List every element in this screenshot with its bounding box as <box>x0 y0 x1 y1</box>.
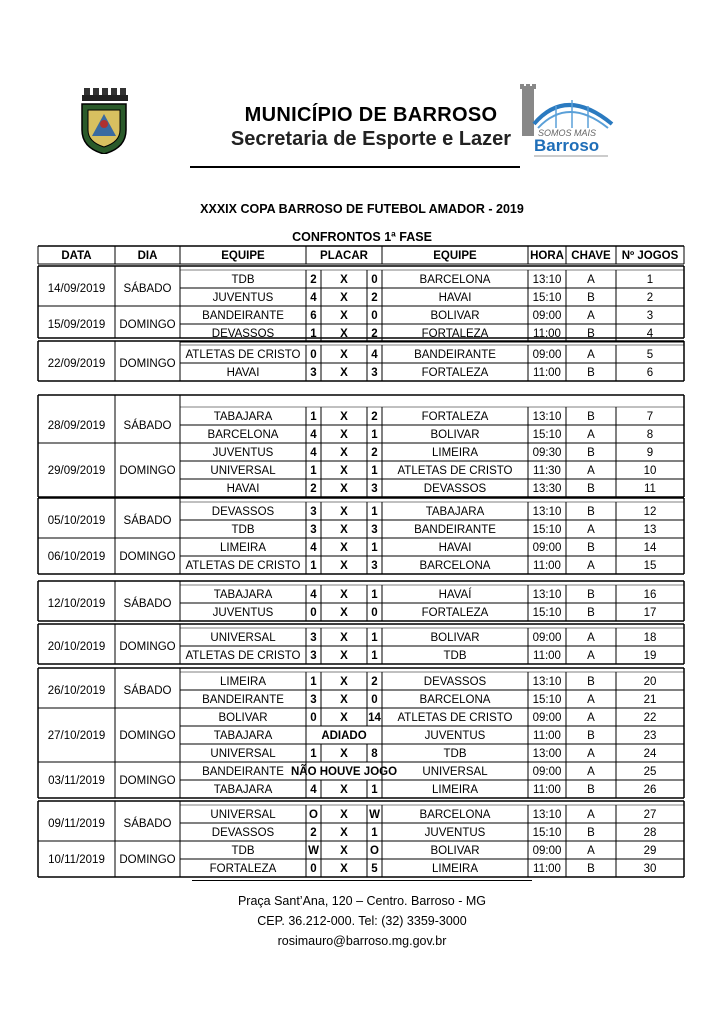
score-home: 0 <box>310 349 317 361</box>
score-separator: X <box>340 809 348 821</box>
match-day: SÁBADO <box>123 598 172 610</box>
match-group: B <box>587 506 595 518</box>
header-dia: DIA <box>137 250 158 262</box>
score-separator: X <box>340 349 348 361</box>
team-home: TDB <box>231 524 255 536</box>
match-time: 13:10 <box>532 274 562 286</box>
match-number: 4 <box>646 328 654 340</box>
score-away: 1 <box>371 506 378 518</box>
match-time: 09:30 <box>532 447 562 459</box>
team-home: ATLETAS DE CRISTO <box>185 650 301 662</box>
match-number: 13 <box>643 524 657 536</box>
match-group: B <box>587 863 595 875</box>
team-away: FORTALEZA <box>421 607 489 619</box>
score-home: 3 <box>310 694 317 706</box>
score-away: 1 <box>371 827 378 839</box>
score-home: 2 <box>310 827 317 839</box>
score-home: W <box>308 845 319 857</box>
score-home: 0 <box>310 607 317 619</box>
match-date: 27/10/2019 <box>47 730 106 742</box>
score-home: 0 <box>310 863 317 875</box>
score-separator: X <box>340 524 348 536</box>
match-group: A <box>587 310 595 322</box>
match-group: B <box>587 827 595 839</box>
team-away: BOLIVAR <box>430 845 480 857</box>
match-number: 17 <box>643 607 657 619</box>
match-group: A <box>587 524 595 536</box>
score-away: 1 <box>371 465 378 477</box>
team-home: BOLIVAR <box>218 712 268 724</box>
match-group: A <box>587 845 595 857</box>
tournament-subtitle: CONFRONTOS 1ª FASE <box>292 230 432 244</box>
team-home: UNIVERSAL <box>210 632 276 644</box>
match-group: B <box>587 483 595 495</box>
match-time: 13:30 <box>532 483 562 495</box>
score-home: 2 <box>310 483 317 495</box>
match-number: 25 <box>643 766 657 778</box>
header-equipe-away: EQUIPE <box>433 250 477 262</box>
match-time: 15:10 <box>532 827 562 839</box>
match-number: 12 <box>643 506 657 518</box>
footer-email: rosimauro@barroso.mg.gov.br <box>277 934 447 948</box>
match-number: 20 <box>643 676 657 688</box>
match-number: 6 <box>646 367 654 379</box>
team-away: LIMEIRA <box>431 784 479 796</box>
match-date: 20/10/2019 <box>47 641 106 653</box>
match-number: 3 <box>646 310 654 322</box>
match-number: 18 <box>643 632 657 644</box>
score-away: 8 <box>371 748 378 760</box>
team-away: ATLETAS DE CRISTO <box>397 465 513 477</box>
score-away: 2 <box>371 292 378 304</box>
team-home: BANDEIRANTE <box>202 694 284 706</box>
score-home: 3 <box>310 506 317 518</box>
score-away: O <box>370 845 379 857</box>
match-group: B <box>587 328 595 340</box>
team-home: UNIVERSAL <box>210 809 276 821</box>
match-time: 15:10 <box>532 524 562 536</box>
match-group: A <box>587 766 595 778</box>
match-number: 5 <box>646 349 654 361</box>
score-home: 4 <box>310 429 317 441</box>
score-separator: X <box>340 650 348 662</box>
match-group: A <box>587 809 595 821</box>
score-separator: X <box>340 429 348 441</box>
score-away: 2 <box>371 447 378 459</box>
match-group: A <box>587 465 595 477</box>
match-date: 15/09/2019 <box>47 319 106 331</box>
score-home: 3 <box>310 367 317 379</box>
match-number: 14 <box>643 542 657 554</box>
team-home: TABAJARA <box>213 784 273 796</box>
match-time: 11:00 <box>533 863 561 875</box>
score-separator: X <box>340 447 348 459</box>
team-home: BANDEIRANTE <box>202 310 284 322</box>
match-number: 24 <box>643 748 657 760</box>
match-time: 13:10 <box>532 506 562 518</box>
match-time: 09:00 <box>532 845 562 857</box>
score-home: 4 <box>310 292 317 304</box>
match-day: DOMINGO <box>119 775 176 787</box>
match-number: 15 <box>643 560 657 572</box>
score-separator: X <box>340 607 348 619</box>
match-time: 15:10 <box>532 292 562 304</box>
header-placar: PLACAR <box>320 250 368 262</box>
header-chave: CHAVE <box>571 250 611 262</box>
org-subtitle: Secretaria de Esporte e Lazer <box>230 128 512 150</box>
match-day: DOMINGO <box>119 319 176 331</box>
score-away: 0 <box>371 694 378 706</box>
score-separator: X <box>340 712 348 724</box>
team-away: BARCELONA <box>419 694 491 706</box>
score-home: 1 <box>310 411 317 423</box>
match-day: SÁBADO <box>123 685 172 697</box>
match-group: A <box>587 349 595 361</box>
score-separator: X <box>340 310 348 322</box>
match-group: B <box>587 292 595 304</box>
team-home: ATLETAS DE CRISTO <box>185 349 301 361</box>
match-group: B <box>587 367 595 379</box>
match-date: 05/10/2019 <box>47 515 106 527</box>
team-away: LIMEIRA <box>431 863 479 875</box>
match-group: B <box>587 676 595 688</box>
match-number: 29 <box>643 845 657 857</box>
tournament-title: XXXIX COPA BARROSO DE FUTEBOL AMADOR - 2019 <box>200 202 524 216</box>
team-home: ATLETAS DE CRISTO <box>185 560 301 572</box>
team-away: BOLIVAR <box>430 429 480 441</box>
team-home: DEVASSOS <box>211 328 275 340</box>
match-time: 13:10 <box>532 809 562 821</box>
match-number: 10 <box>643 465 657 477</box>
match-group: A <box>587 712 595 724</box>
match-date: 22/09/2019 <box>47 358 106 370</box>
match-time: 09:00 <box>532 310 562 322</box>
team-away: BARCELONA <box>419 809 491 821</box>
score-home: 2 <box>310 274 317 286</box>
score-away: 2 <box>371 411 378 423</box>
match-group: A <box>587 560 595 572</box>
score-separator: X <box>340 465 348 477</box>
score-separator: X <box>340 676 348 688</box>
team-home: TABAJARA <box>213 730 273 742</box>
match-day: SÁBADO <box>123 283 172 295</box>
score-away: 2 <box>371 328 378 340</box>
header-data: DATA <box>61 250 92 262</box>
match-day: DOMINGO <box>119 465 176 477</box>
match-date: 09/11/2019 <box>48 818 105 830</box>
match-time: 11:00 <box>533 730 561 742</box>
score-away: 0 <box>371 607 378 619</box>
score-away: W <box>369 809 380 821</box>
match-day: DOMINGO <box>119 730 176 742</box>
score-away: 1 <box>371 429 378 441</box>
header-jogos: Nº JOGOS <box>621 250 679 262</box>
match-number: 26 <box>643 784 657 796</box>
score-away: 3 <box>371 524 378 536</box>
team-home: FORTALEZA <box>209 863 277 875</box>
team-away: TDB <box>443 748 467 760</box>
team-home: TDB <box>231 274 255 286</box>
score-home: 1 <box>310 328 317 340</box>
match-day: DOMINGO <box>119 358 176 370</box>
match-number: 9 <box>646 447 654 459</box>
header-hora: HORA <box>530 250 564 262</box>
score-away: 0 <box>371 310 378 322</box>
match-status: ADIADO <box>321 730 367 742</box>
match-day: SÁBADO <box>123 818 172 830</box>
score-separator: X <box>340 589 348 601</box>
score-separator: X <box>340 411 348 423</box>
score-home: 3 <box>310 524 317 536</box>
match-number: 30 <box>643 863 657 875</box>
match-time: 13:00 <box>532 748 562 760</box>
match-time: 09:00 <box>532 632 562 644</box>
match-date: 12/10/2019 <box>47 598 106 610</box>
score-away: 1 <box>371 542 378 554</box>
team-home: UNIVERSAL <box>210 748 276 760</box>
team-away: TABAJARA <box>425 506 485 518</box>
team-home: TABAJARA <box>213 411 273 423</box>
match-date: 26/10/2019 <box>47 685 106 697</box>
match-group: B <box>587 607 595 619</box>
footer-rule <box>192 880 532 881</box>
score-away: 3 <box>371 367 378 379</box>
match-day: SÁBADO <box>123 515 172 527</box>
match-time: 15:10 <box>532 694 562 706</box>
team-away: DEVASSOS <box>423 483 487 495</box>
team-away: BARCELONA <box>419 560 491 572</box>
team-home: JUVENTUS <box>212 292 274 304</box>
match-number: 23 <box>643 730 657 742</box>
team-away: DEVASSOS <box>423 676 487 688</box>
score-home: 1 <box>310 676 317 688</box>
match-number: 28 <box>643 827 657 839</box>
team-home: UNIVERSAL <box>210 465 276 477</box>
team-home: LIMEIRA <box>219 542 267 554</box>
match-time: 11:00 <box>533 328 561 340</box>
match-status: NÃO HOUVE JOGO <box>290 766 398 778</box>
team-away: JUVENTUS <box>424 730 486 742</box>
match-group: B <box>587 589 595 601</box>
match-group: B <box>587 447 595 459</box>
team-away: LIMEIRA <box>431 447 479 459</box>
score-home: 1 <box>310 560 317 572</box>
match-date: 14/09/2019 <box>47 283 106 295</box>
match-day: DOMINGO <box>119 551 176 563</box>
score-separator: X <box>340 560 348 572</box>
team-home: JUVENTUS <box>212 447 274 459</box>
team-away: ATLETAS DE CRISTO <box>397 712 513 724</box>
match-time: 09:00 <box>532 542 562 554</box>
score-home: 0 <box>310 712 317 724</box>
match-time: 09:00 <box>532 349 562 361</box>
score-separator: X <box>340 748 348 760</box>
score-away: 1 <box>371 650 378 662</box>
score-separator: X <box>340 863 348 875</box>
score-away: 2 <box>371 676 378 688</box>
team-away: BOLIVAR <box>430 632 480 644</box>
team-away: TDB <box>443 650 467 662</box>
score-home: 1 <box>310 748 317 760</box>
team-away: JUVENTUS <box>424 827 486 839</box>
header-equipe-home: EQUIPE <box>221 250 265 262</box>
score-home: O <box>309 809 318 821</box>
match-time: 15:10 <box>532 607 562 619</box>
score-home: 3 <box>310 650 317 662</box>
score-separator: X <box>340 367 348 379</box>
match-day: SÁBADO <box>123 420 172 432</box>
logo-tagline: SOMOS MAIS <box>538 128 597 138</box>
match-group: A <box>587 429 595 441</box>
score-separator: X <box>340 274 348 286</box>
match-time: 13:10 <box>532 589 562 601</box>
match-time: 09:00 <box>532 766 562 778</box>
team-home: HAVAI <box>226 367 260 379</box>
team-home: HAVAI <box>226 483 260 495</box>
score-away: 3 <box>371 560 378 572</box>
score-home: 4 <box>310 589 317 601</box>
footer-contact: CEP. 36.212-000. Tel: (32) 3359-3000 <box>257 914 467 928</box>
score-separator: X <box>340 694 348 706</box>
match-group: A <box>587 632 595 644</box>
org-title: MUNICÍPIO DE BARROSO <box>244 104 498 126</box>
match-group: A <box>587 694 595 706</box>
match-time: 13:10 <box>532 411 562 423</box>
team-home: JUVENTUS <box>212 607 274 619</box>
match-day: DOMINGO <box>119 641 176 653</box>
team-home: LIMEIRA <box>219 676 267 688</box>
match-time: 11:00 <box>533 784 561 796</box>
logo-wordmark: Barroso <box>534 136 600 155</box>
footer-address: Praça Sant’Ana, 120 – Centro. Barroso - MG <box>237 894 487 908</box>
team-home: TABAJARA <box>213 589 273 601</box>
match-number: 16 <box>643 589 657 601</box>
team-home: BANDEIRANTE <box>202 766 284 778</box>
score-away: 4 <box>371 349 378 361</box>
score-separator: X <box>340 784 348 796</box>
score-separator: X <box>340 845 348 857</box>
match-group: A <box>587 650 595 662</box>
match-group: B <box>587 411 595 423</box>
team-away: BANDEIRANTE <box>414 349 496 361</box>
match-number: 27 <box>643 809 657 821</box>
team-home: TDB <box>231 845 255 857</box>
score-home: 4 <box>310 784 317 796</box>
score-separator: X <box>340 328 348 340</box>
team-away: HAVAÍ <box>438 589 472 601</box>
score-home: 3 <box>310 632 317 644</box>
match-time: 13:10 <box>532 676 562 688</box>
score-separator: X <box>340 827 348 839</box>
match-time: 11:00 <box>533 367 561 379</box>
score-away: 5 <box>371 863 378 875</box>
team-away: BOLIVAR <box>430 310 480 322</box>
match-day: DOMINGO <box>119 854 176 866</box>
score-home: 6 <box>310 310 317 322</box>
team-away: UNIVERSAL <box>422 766 488 778</box>
team-away: FORTALEZA <box>421 328 489 340</box>
match-group: B <box>587 730 595 742</box>
match-time: 09:00 <box>532 712 562 724</box>
match-date: 10/11/2019 <box>48 854 105 866</box>
team-away: FORTALEZA <box>421 411 489 423</box>
match-number: 7 <box>646 411 654 423</box>
match-group: B <box>587 542 595 554</box>
team-away: BANDEIRANTE <box>414 524 496 536</box>
match-number: 21 <box>643 694 657 706</box>
team-away: HAVAI <box>438 542 472 554</box>
match-number: 11 <box>644 483 656 495</box>
match-date: 03/11/2019 <box>48 775 105 787</box>
team-away: HAVAI <box>438 292 472 304</box>
match-time: 15:10 <box>532 429 562 441</box>
score-away: 14 <box>368 712 381 724</box>
score-home: 4 <box>310 542 317 554</box>
match-group: B <box>587 784 595 796</box>
score-away: 1 <box>371 784 378 796</box>
match-group: A <box>587 748 595 760</box>
score-separator: X <box>340 632 348 644</box>
match-time: 11:30 <box>533 465 561 477</box>
match-time: 11:00 <box>533 650 561 662</box>
match-number: 19 <box>643 650 657 662</box>
score-away: 0 <box>371 274 378 286</box>
team-home: BARCELONA <box>207 429 279 441</box>
score-away: 1 <box>371 589 378 601</box>
match-date: 29/09/2019 <box>47 465 106 477</box>
score-away: 3 <box>371 483 378 495</box>
match-number: 1 <box>646 274 654 286</box>
match-number: 8 <box>646 429 654 441</box>
team-home: DEVASSOS <box>211 827 275 839</box>
team-away: BARCELONA <box>419 274 491 286</box>
match-number: 22 <box>643 712 657 724</box>
score-separator: X <box>340 506 348 518</box>
score-separator: X <box>340 542 348 554</box>
match-date: 06/10/2019 <box>47 551 106 563</box>
team-home: DEVASSOS <box>211 506 275 518</box>
team-away: FORTALEZA <box>421 367 489 379</box>
score-home: 1 <box>310 465 317 477</box>
match-date: 28/09/2019 <box>47 420 106 432</box>
match-group: A <box>587 274 595 286</box>
score-separator: X <box>340 292 348 304</box>
score-away: 1 <box>371 632 378 644</box>
match-number: 2 <box>646 292 654 304</box>
match-time: 11:00 <box>533 560 561 572</box>
score-home: 4 <box>310 447 317 459</box>
score-separator: X <box>340 483 348 495</box>
